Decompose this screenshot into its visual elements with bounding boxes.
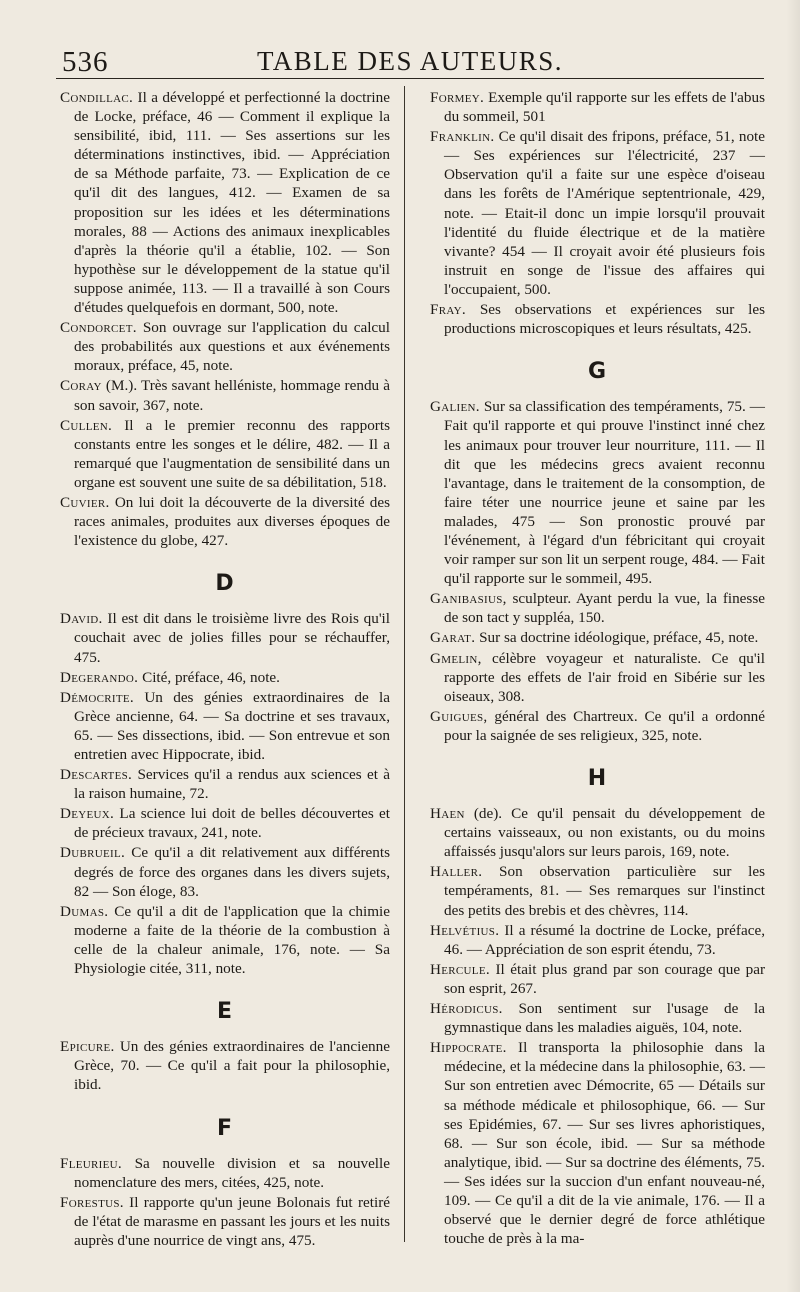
author-name: Cuvier.	[60, 493, 110, 511]
author-name: Fleurieu.	[60, 1154, 122, 1172]
entry-text: Il a résumé la doctrine de Locke, préface, 46. — Appréciation de son esprit étendu, 73.	[444, 921, 765, 958]
index-entry	[60, 902, 390, 978]
index-entry	[60, 376, 390, 414]
entry-text: Il a le premier reconnu des rapports constants entre les songes et le délire, 482. — Il a remarqué que l'augmentation de sensibilité dans un organe est souvent une suite de sa débilitation, 518.	[74, 416, 390, 491]
author-name: Garat.	[430, 629, 476, 647]
entry-text: Services qu'il a rendus aux sciences et à la raison humaine, 72.	[74, 766, 390, 803]
entry-text: Cité, préface, 46, note.	[138, 668, 280, 686]
index-entry	[60, 318, 390, 375]
section-letter: E	[216, 999, 234, 1025]
index-entry	[60, 493, 390, 550]
author-name: Dubrueil.	[60, 844, 126, 862]
entry-text: Sa nouvelle division et sa nouvelle nomenclature des mers, citées, 425, note.	[74, 1154, 390, 1191]
author-name: Fray.	[430, 301, 466, 319]
index-entry	[60, 1193, 390, 1250]
index-entry	[60, 1154, 390, 1192]
author-name: Démocrite.	[60, 688, 134, 706]
entry-text: Il transporta la philosophie dans la médecine, et la médecine dans la philosophie, 63. — Sur son entretien avec Démocrite, 65 — Détails sur sa méthode médicale et philosophique, 66. — Sur ses Epidémies, 67. — Sur ses livres aphoristiques, 68. — Sur son école, ibid. — Sur sa méthode analytique, ibid. — Sur sa doctrine des éléments, 75. — Ses idées sur la succion d'un enfant nouveau-né, 109. — Ce qu'il a dit de la vie animale, 176. — Il a observé que le dernier degré de force athlétique touche de près à la ma-	[444, 1039, 765, 1248]
index-entry	[430, 649, 765, 706]
index-entry	[430, 397, 765, 588]
index-entry	[430, 628, 765, 647]
author-name: Deyeux.	[60, 805, 115, 823]
entry-text: Son observation particulière sur les tempéraments, 81. — Ses remarques sur l'instinct des petits des brebis et des chèvres, 114.	[444, 863, 765, 919]
entry-text: Son ouvrage sur l'application du calcul des probabilités aux questions et aux événements moraux, préface, 45, note.	[74, 319, 390, 375]
author-name: Guigues,	[430, 707, 488, 725]
index-entry	[430, 127, 765, 299]
entry-text: Exemple qu'il rapporte sur les effets de l'abus du sommeil, 501	[444, 89, 765, 126]
running-title: TABLE DES AUTEURS.	[256, 46, 564, 76]
author-name: Hippocrate.	[430, 1039, 507, 1057]
index-entry	[430, 707, 765, 745]
author-name: Ganibasius,	[430, 590, 507, 608]
index-entry	[60, 804, 390, 842]
entry-text: Un des génies extraordinaires de la Grèce ancienne, 64. — Sa doctrine et ses travaux, 65. — Ses dissections, ibid. — Son entrevue et son entretien avec Hippocrate, ibid.	[74, 688, 390, 763]
index-entry	[430, 921, 765, 959]
author-name: Forestus.	[60, 1193, 124, 1211]
author-name: Condorcet.	[60, 319, 137, 337]
index-entry	[60, 1037, 390, 1094]
author-name: Degerando.	[60, 668, 139, 686]
author-name: Haller.	[430, 863, 483, 881]
index-entry	[430, 960, 765, 998]
entry-text: Ce qu'il a dit de l'application que la chimie moderne a faite de la théorie de la combustion à celle de la chaleur animale, 176, note. — Sa Physiologie citée, 311, note.	[74, 902, 390, 978]
right-column	[430, 88, 765, 1249]
author-name: Condillac.	[60, 89, 134, 106]
index-entry	[60, 416, 390, 492]
entry-text: (de). Ce qu'il pensait du développement de certains vaisseaux, ou non existants, ou du moins affaissés jusqu'alors sur leurs parois, 169, note.	[444, 805, 765, 861]
author-name: Gmelin,	[430, 649, 482, 667]
author-name: Descartes.	[60, 766, 133, 784]
index-entry	[430, 1038, 765, 1248]
entry-text: Sur sa doctrine idéologique, préface, 45, note.	[475, 629, 759, 647]
entry-text: (M.). Très savant helléniste, hommage rendu à son savoir, 367, note.	[74, 377, 390, 414]
entry-text: Ce qu'il a dit relativement aux différents degrés de force des organes dans les divers sujets, 82 — Son éloge, 83.	[74, 844, 390, 900]
index-entry	[60, 668, 390, 687]
entry-text: Son sentiment sur l'usage de la gymnastique dans les maladies aiguës, 104, note.	[444, 1000, 765, 1037]
index-entry	[60, 688, 390, 764]
author-name: Haen	[430, 805, 465, 823]
section-letter: D	[215, 571, 235, 597]
author-name: Dumas.	[60, 902, 109, 920]
entry-text: célèbre voyageur et naturaliste. Ce qu'il rapporte des effets de l'air froid en Sibérie sur les oiseaux, 308.	[444, 649, 765, 705]
author-name: Hérodicus.	[430, 1000, 503, 1018]
entry-text: Sur sa classification des tempéraments, 75. — Fait qu'il rapporte et qui prouve l'instinct inné chez les animaux pour trouver leur nourriture, 111. — Il dit que les médecins grecs avaient reconnu l'avantage, dans le traitement de la consomption, de faire téter une nourrice jeune et saine par les malades, 475 — Son pronostic prouvé par l'événement, à l'égard d'un fébricitant qui croyait voir ramper sur son lit un serpent rouge, 484. — Fait qu'il rapporte sur le sommeil, 495.	[444, 398, 765, 588]
index-entry	[60, 765, 390, 803]
entry-text: général des Chartreux. Ce qu'il a ordonné pour la saignée de ses religieux, 325, note.	[444, 707, 765, 744]
index-entry	[60, 609, 390, 666]
entry-text: Il est dit dans le troisième livre des Rois qu'il couchait avec de jolies filles pour se réchauffer, 475.	[74, 610, 390, 666]
author-name: Epicure.	[60, 1038, 115, 1056]
section-letter: H	[587, 766, 608, 791]
page-header	[56, 38, 764, 79]
author-name: Helvétius.	[430, 921, 500, 939]
author-name: Cullen.	[60, 416, 113, 434]
entry-text: On lui doit la découverte de la diversité des races animales, produites aux diverses époques de l'existence du globe, 427.	[74, 493, 390, 550]
entry-text: Il rapporte qu'un jeune Bolonais fut retiré de l'état de marasme en passant les jours et les nuits auprès d'une nourrice de vingt ans, 475.	[74, 1193, 390, 1249]
index-entry	[60, 88, 390, 317]
page-edge-shadow	[786, 0, 800, 1292]
index-entry	[430, 300, 765, 338]
entry-text: Il a développé et perfectionné la doctrine de Locke, préface, 46 — Comment il explique la sensibilité, ibid, 111. — Ses assertions sur les déterminations instinctives, ibid. — Appréciation de sa Méthode parfaite, 73. — Explication de ce qu'il dit des langues, 412. — Examen de sa proposition sur les idées et les déterminations morales, 88 — Actions des animaux inexplicables d'après la théorie qu'il a établie, 102. — Son hypothèse sur le développement de la statue qu'il suppose animée, 113. — Il a travaillé à son Cours d'études quelquefois en dormant, 500, note.	[74, 89, 390, 317]
author-name: Formey.	[430, 89, 485, 106]
column-divider	[404, 86, 405, 1242]
entry-text: Un des génies extraordinaires de l'ancienne Grèce, 70. — Ce qu'il a fait pour la philosophie, ibid.	[74, 1038, 390, 1094]
entry-text: Il était plus grand par son courage que par son esprit, 267.	[444, 960, 765, 997]
index-entry	[430, 862, 765, 919]
left-column	[60, 88, 390, 1251]
author-name: Coray	[60, 377, 102, 395]
entry-text: sculpteur. Ayant perdu la vue, la finesse de son tact y suppléa, 150.	[444, 590, 765, 627]
entry-text: La science lui doit de belles découvertes et de précieux travaux, 241, note.	[74, 805, 390, 842]
entry-text: Ce qu'il disait des fripons, préface, 51, note — Ses expériences sur l'électricité, 237 — Observation qu'il a faite sur une espèce d'oiseau dans les forêts de l'Amérique septentrionale, 429, note. — Etait-il donc un impie lorsqu'il prouvait l'identité du fluide électrique et de la matière vivante? 454 — Il croyait avoir été plusieurs fois instruit en songe de l'issue des affaires qui l'occupaient, 500.	[444, 128, 765, 298]
index-entry	[430, 999, 765, 1037]
page-number: 536	[62, 46, 109, 78]
author-name: Hercule.	[430, 960, 490, 978]
author-name: Franklin.	[430, 128, 495, 146]
index-entry	[430, 589, 765, 627]
index-entry	[430, 804, 765, 861]
entry-text: Ses observations et expériences sur les productions microscopiques et leurs résultats, 425.	[444, 301, 765, 338]
index-entry	[60, 843, 390, 900]
author-name: David.	[60, 610, 103, 628]
author-name: Galien.	[430, 398, 480, 416]
index-entry	[430, 88, 765, 126]
section-letter: G	[587, 359, 608, 385]
section-letter: F	[216, 1115, 234, 1141]
